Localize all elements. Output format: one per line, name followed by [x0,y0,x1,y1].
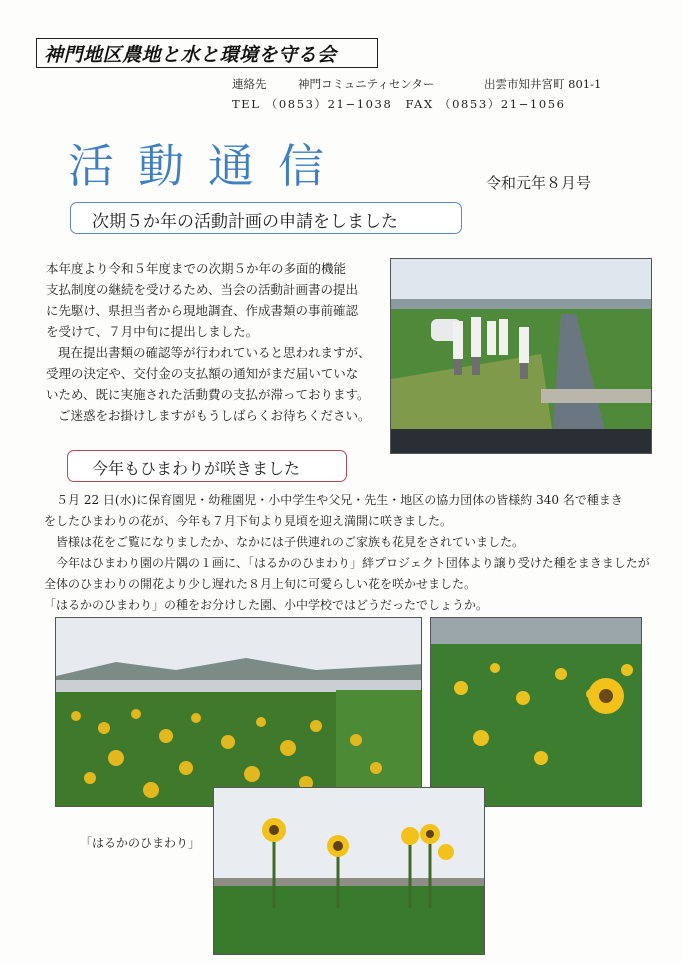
section1-line: 現在提出書類の確認等が行われていると思われますが、 [58,345,371,360]
org-name: 神門地区農地と水と環境を守る会 [44,44,337,66]
newsletter-title: 活動通信 [68,139,348,193]
section2-heading: 今年もひまわりが咲きました [92,459,301,478]
section1-line: を受けて、７月中旬に提出しました。 [46,324,259,339]
section1-line: ご迷惑をお掛けしますがもうしばらくお待ちください。 [58,408,371,423]
contact-phone: TEL （0853）21−1038 FAX （0853）21−1056 [232,97,566,111]
section1-line: に先駆け、県担当者から現地調査、作成書類の事前確認 [46,303,359,318]
photo-caption: 「はるかのひまわり」 [80,836,201,850]
sunflower-closeup-photo [430,617,642,807]
haruka-sunflower-photo [213,787,485,955]
section1-heading: 次期５か年の活動計画の申請をしました [92,212,398,232]
sunflower-field-photo [55,617,422,807]
section2-line: 「はるかのひまわり」の種をお分けした園、小中学校ではどうだったでしょうか。 [44,598,489,612]
section1-line: 受理の決定や、交付金の支払額の通知がまだ届いていな [46,366,359,381]
section2-line: 皆様は花をご覧になりましたか、なかには子供連れのご家族も花見をされていました。 [56,535,525,549]
section2-line: ５月 22 日(水)に保育園児・幼稚園児・小中学生や父兄・先生・地区の協力団体の皆様約 340 名で種まき [56,493,623,507]
contact-address: 出雲市知井宮町 801-1 [484,77,602,91]
section1-line: いため、既に実施された活動費の支払が滞っております。 [46,387,370,402]
section2-line: 全体のひまわりの開花より少し遅れた８月上旬に可愛らしい花を咲かせました。 [44,577,477,591]
contact-place: 神門コミュニティセンター [298,77,435,91]
contact-label: 連絡先 [232,77,267,91]
section2-line: 今年はひまわり園の片隅の１画に、「はるかのひまわり」絆プロジェクト団体より譲り受けた種をまきましたが [56,556,650,570]
section2-body [44,490,650,616]
site-inspection-photo [390,258,652,454]
section1-line: 支払制度の継続を受けるため、当会の活動計画書の提出 [46,282,359,297]
issue-date: 令和元年８月号 [486,174,592,192]
section2-line: をしたひまわりの花が、今年も７月下旬より見頃を迎え満開に咲きました。 [44,514,453,528]
section1-line: 本年度より令和５年度までの次期５か年の多面的機能 [46,261,347,276]
section1-body [46,258,371,426]
